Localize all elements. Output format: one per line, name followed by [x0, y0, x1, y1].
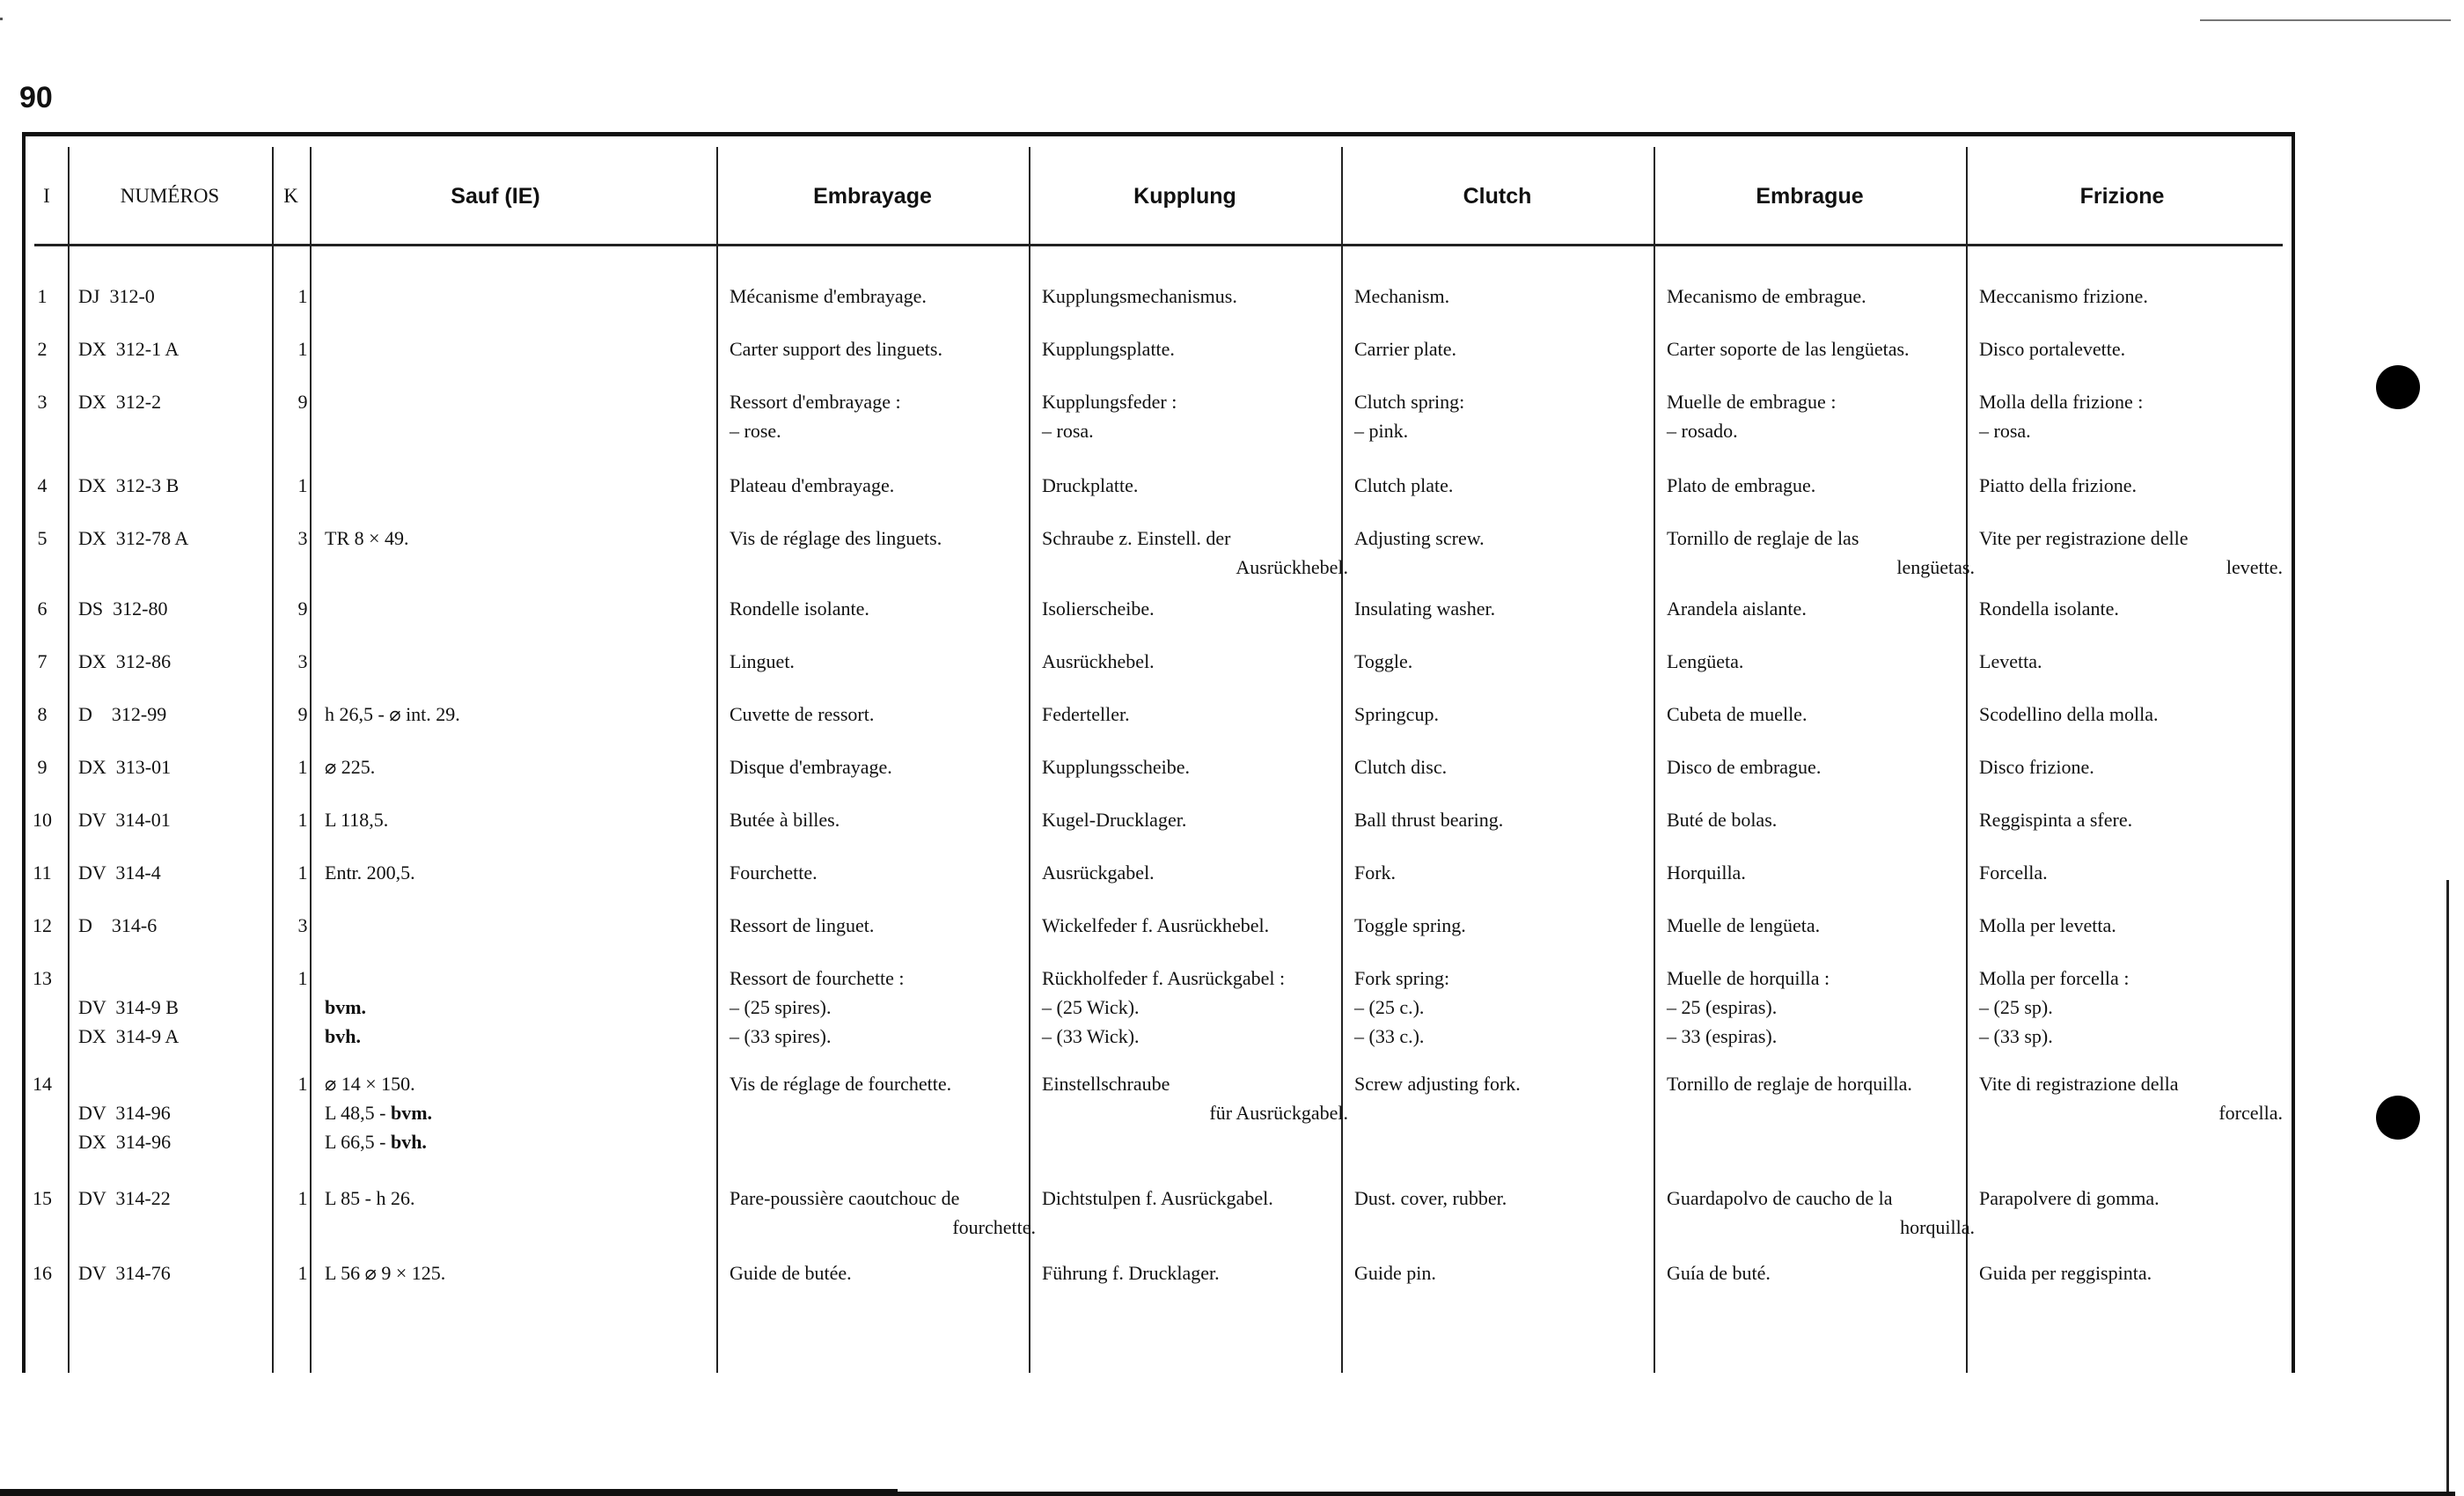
part-number: DV 314-4 [78, 862, 161, 884]
page-edge [2446, 880, 2449, 1496]
header-embrayage: Embrayage [813, 183, 932, 209]
spanish-description: Muelle de horquilla : – 25 (espiras). – 33 (espiras). [1667, 967, 1830, 1047]
german-description: Dichtstulpen f. Ausrückgabel. [1042, 1187, 1273, 1209]
german-description: Einstellschraube für Ausrückgabel. [1042, 1069, 1348, 1127]
english-description: Screw adjusting fork. [1354, 1073, 1521, 1095]
german-description: Federteller. [1042, 703, 1130, 725]
spanish-description: Cubeta de muelle. [1667, 703, 1808, 725]
italian-description: Molla della frizione : – rosa. [1979, 391, 2144, 442]
italian-description: Vite per registrazione delle levette. [1979, 524, 2283, 582]
german-description: Kupplungsplatte. [1042, 338, 1175, 360]
english-description: Ball thrust bearing. [1354, 809, 1504, 831]
french-description: Ressort de fourchette : – (25 spires). – (33 spires). [730, 967, 905, 1047]
italian-description: Molla per levetta. [1979, 914, 2116, 936]
italian-description: Disco frizione. [1979, 756, 2094, 778]
german-description: Isolierscheibe. [1042, 598, 1155, 620]
parts-table [26, 136, 2292, 1373]
french-description: Guide de butée. [730, 1262, 852, 1284]
french-description: Ressort d'embrayage : – rose. [730, 391, 901, 442]
part-number: DX 312-3 B [78, 474, 180, 496]
column-divider [68, 147, 70, 1373]
quantity-k: 1 [297, 809, 308, 831]
quantity-k: 1 [297, 1187, 308, 1209]
german-description: Kupplungsfeder : – rosa. [1042, 391, 1177, 442]
top-rule [2200, 19, 2451, 21]
sauf-note: L 85 - h 26. [325, 1187, 415, 1209]
spanish-description: Tornillo de reglaje de las lengüetas. [1667, 524, 1975, 582]
english-description: Clutch spring: – pink. [1354, 391, 1465, 442]
french-description: Rondelle isolante. [730, 598, 869, 620]
row-index: 1 [37, 285, 48, 307]
french-description-continuation: fourchette. [952, 1216, 1036, 1238]
page-number: 90 [19, 81, 53, 114]
spanish-description: Plato de embrague. [1667, 474, 1816, 496]
quantity-k: 1 [297, 285, 308, 307]
spanish-description: Buté de bolas. [1667, 809, 1778, 831]
part-number: DX 313-01 [78, 756, 172, 778]
quantity-k: 1 [297, 862, 308, 884]
row-index: 8 [37, 703, 48, 725]
sauf-note: bvm. bvh. [325, 996, 367, 1047]
french-description: Butée à billes. [730, 809, 840, 831]
row-index: 4 [37, 474, 48, 496]
french-description: Cuvette de ressort. [730, 703, 875, 725]
header-k: K [283, 185, 298, 207]
row-index: 6 [37, 598, 48, 620]
german-description: Schraube z. Einstell. der Ausrückhebel. [1042, 524, 1348, 582]
english-description: Fork. [1354, 862, 1397, 884]
french-description: Disque d'embrayage. [730, 756, 892, 778]
parts-table-frame [22, 132, 2295, 1373]
french-description: Ressort de linguet. [730, 914, 875, 936]
german-description: Ausrückhebel. [1042, 650, 1155, 672]
row-index: 11 [33, 862, 52, 884]
english-description: Clutch disc. [1354, 756, 1448, 778]
german-description: Kupplungsmechanismus. [1042, 285, 1237, 307]
sauf-note: h 26,5 - ⌀ int. 29. [325, 703, 460, 725]
german-description-continuation: Ausrückhebel. [1236, 556, 1348, 578]
german-description: Ausrückgabel. [1042, 862, 1155, 884]
german-description: Führung f. Drucklager. [1042, 1262, 1220, 1284]
quantity-k: 9 [297, 598, 308, 620]
english-description: Carrier plate. [1354, 338, 1457, 360]
english-description: Clutch plate. [1354, 474, 1454, 496]
italian-description: Piatto della frizione. [1979, 474, 2137, 496]
quantity-k: 3 [297, 527, 308, 549]
header-frizione: Frizione [2079, 183, 2165, 209]
quantity-k: 9 [297, 703, 308, 725]
german-description-continuation: für Ausrückgabel. [1209, 1102, 1348, 1124]
part-number: DX 312-1 A [78, 338, 180, 360]
header-numeros: NUMÉROS [120, 185, 220, 207]
italian-description-continuation: levette. [2226, 556, 2283, 578]
binding-hole-mark [2376, 365, 2420, 409]
spanish-description: Guía de buté. [1667, 1262, 1771, 1284]
italian-description: Molla per forcella : – (25 sp). – (33 sp). [1979, 967, 2130, 1047]
sauf-note: ⌀ 225. [325, 756, 376, 778]
italian-description: Scodellino della molla. [1979, 703, 2159, 725]
header-i: I [43, 185, 50, 207]
sauf-note: Entr. 200,5. [325, 862, 415, 884]
italian-description: Forcella. [1979, 862, 2048, 884]
english-description: Insulating washer. [1354, 598, 1496, 620]
italian-description: Disco portalevette. [1979, 338, 2126, 360]
italian-description: Rondella isolante. [1979, 598, 2119, 620]
italian-description: Parapolvere di gomma. [1979, 1187, 2160, 1209]
french-description: Vis de réglage de fourchette. [730, 1073, 952, 1095]
french-description: Plateau d'embrayage. [730, 474, 895, 496]
header-kupplung: Kupplung [1133, 183, 1236, 209]
quantity-k: 1 [297, 1262, 308, 1284]
quantity-k: 9 [297, 391, 308, 413]
part-number: DX 312-2 [78, 391, 162, 413]
spanish-description: Mecanismo de embrague. [1667, 285, 1866, 307]
part-number: DX 312-78 A [78, 527, 189, 549]
french-description: Vis de réglage des linguets. [730, 527, 942, 549]
part-number: DV 314-22 [78, 1187, 171, 1209]
sauf-note: L 56 ⌀ 9 × 125. [325, 1262, 446, 1284]
english-description: Mechanism. [1354, 285, 1450, 307]
italian-description-continuation: forcella. [2218, 1102, 2283, 1124]
italian-description: Vite di registrazione della forcella. [1979, 1069, 2283, 1127]
quantity-k: 1 [297, 474, 308, 496]
part-number: D 314-6 [78, 914, 158, 936]
part-number: DX 312-86 [78, 650, 172, 672]
german-description: Wickelfeder f. Ausrückhebel. [1042, 914, 1270, 936]
row-index: 13 [33, 967, 52, 989]
sauf-note: TR 8 × 49. [325, 527, 409, 549]
corner-mark [0, 18, 3, 20]
quantity-k: 3 [297, 650, 308, 672]
french-description: Fourchette. [730, 862, 818, 884]
quantity-k: 1 [297, 967, 308, 989]
italian-description: Levetta. [1979, 650, 2042, 672]
german-description: Kugel-Drucklager. [1042, 809, 1187, 831]
part-number: DS 312-80 [78, 598, 168, 620]
spanish-description: Tornillo de reglaje de horquilla. [1667, 1073, 1912, 1095]
italian-description: Meccanismo frizione. [1979, 285, 2148, 307]
english-description: Dust. cover, rubber. [1354, 1187, 1507, 1209]
quantity-k: 1 [297, 756, 308, 778]
italian-description: Reggispinta a sfere. [1979, 809, 2133, 831]
french-description: Linguet. [730, 650, 795, 672]
row-index: 3 [37, 391, 48, 413]
row-index: 14 [33, 1073, 52, 1095]
german-description: Rückholfeder f. Ausrückgabel : – (25 Wick). – (33 Wick). [1042, 967, 1286, 1047]
part-number: DV 314-01 [78, 809, 171, 831]
spanish-description: Lengüeta. [1667, 650, 1744, 672]
quantity-k: 1 [297, 1073, 308, 1095]
german-description: Kupplungsscheibe. [1042, 756, 1191, 778]
row-index: 15 [33, 1187, 52, 1209]
row-index: 2 [37, 338, 48, 360]
quantity-k: 1 [297, 338, 308, 360]
header-clutch: Clutch [1463, 183, 1532, 209]
bottom-rule [0, 1492, 2455, 1496]
english-description: Springcup. [1354, 703, 1439, 725]
spanish-description: Muelle de embrague : – rosado. [1667, 391, 1837, 442]
header-separator [34, 244, 2283, 246]
spanish-description-continuation: horquilla. [1900, 1216, 1975, 1238]
header-sauf: Sauf (IE) [451, 183, 540, 209]
spanish-description: Disco de embrague. [1667, 756, 1822, 778]
english-description: Fork spring: – (25 c.). – (33 c.). [1354, 967, 1450, 1047]
french-description: Mécanisme d'embrayage. [730, 285, 927, 307]
row-index: 9 [37, 756, 48, 778]
german-description: Druckplatte. [1042, 474, 1139, 496]
italian-description: Guida per reggispinta. [1979, 1262, 2152, 1284]
row-index: 5 [37, 527, 48, 549]
row-index: 16 [33, 1262, 52, 1284]
binding-hole-mark [2376, 1096, 2420, 1140]
spanish-description-continuation: lengüetas. [1896, 556, 1975, 578]
spanish-description: Muelle de lengüeta. [1667, 914, 1821, 936]
part-number: DV 314-9 B DX 314-9 A [78, 996, 180, 1047]
spanish-description: Arandela aislante. [1667, 598, 1807, 620]
french-description: Carter support des linguets. [730, 338, 942, 360]
english-description: Adjusting screw. [1354, 527, 1485, 549]
spanish-description: Horquilla. [1667, 862, 1746, 884]
part-number: D 312-99 [78, 703, 167, 725]
english-description: Guide pin. [1354, 1262, 1436, 1284]
english-description: Toggle spring. [1354, 914, 1466, 936]
header-embrague: Embrague [1756, 183, 1864, 209]
row-index: 12 [33, 914, 52, 936]
part-number: DV 314-96 DX 314-96 [78, 1102, 172, 1153]
spanish-description: Carter soporte de las lengüetas. [1667, 338, 1910, 360]
sauf-note: L 118,5. [325, 809, 389, 831]
spanish-description: Guardapolvo de caucho de la horquilla. [1667, 1184, 1975, 1242]
part-number: DV 314-76 [78, 1262, 171, 1284]
french-description: Pare-poussière caoutchouc de fourchette. [730, 1184, 1036, 1242]
quantity-k: 3 [297, 914, 308, 936]
row-index: 10 [33, 809, 52, 831]
part-number: DJ 312-0 [78, 285, 155, 307]
column-divider [716, 147, 718, 1373]
sauf-note: ⌀ 14 × 150. L 48,5 - bvm. L 66,5 - bvh. [325, 1073, 433, 1153]
row-index: 7 [37, 650, 48, 672]
english-description: Toggle. [1354, 650, 1413, 672]
